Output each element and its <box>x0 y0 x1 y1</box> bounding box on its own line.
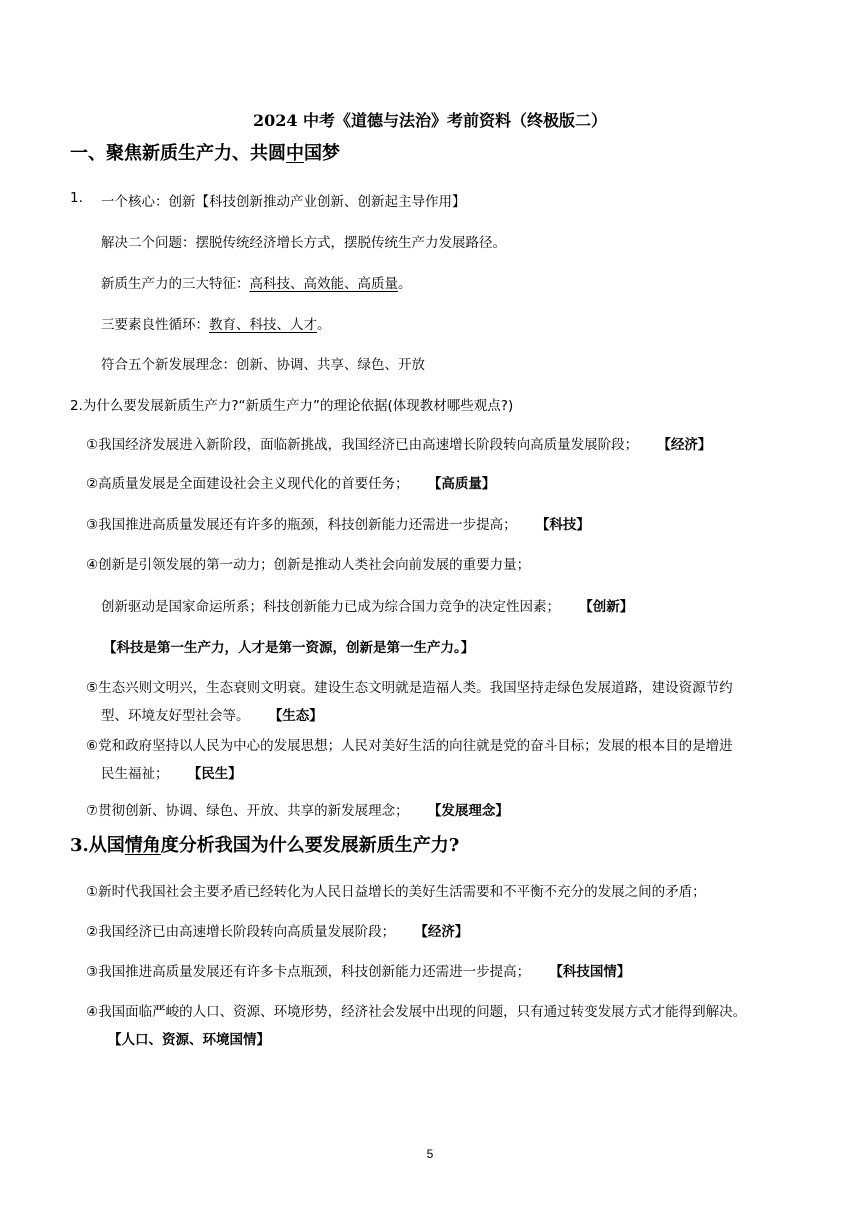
page-number: 5 <box>426 1147 434 1161</box>
section1-heading-text-end: 国梦 <box>304 143 340 164</box>
item3-heading-underlined: 情角 <box>124 835 161 856</box>
point-tag: 【高质量】 <box>434 476 496 492</box>
item2-question: 2.为什么要发展新质生产力?“新质生产力”的理论依据(体现教材哪些观点?) <box>70 398 514 414</box>
point-tag: 【创新】 <box>586 599 634 615</box>
point-tag: 【民生】 <box>194 766 242 782</box>
item2-point4-summary: 【科技是第一生产力，人才是第一资源，创新是第一生产力。】 <box>103 640 475 656</box>
item3-point4-tag: 【人口、资源、环境国情】 <box>108 1032 270 1048</box>
section1-heading-underlined: 中 <box>286 143 304 164</box>
item3-point4: ④我国面临严峻的人口、资源、环境形势，经济社会发展中出现的问题，只有通过转变发展方式才能得到解决。 <box>86 1004 747 1020</box>
item2-point6-cont <box>101 762 242 782</box>
item1-problems: 解决二个问题：摆脱传统经济增长方式，摆脱传统生产力发展路径。 <box>101 235 506 251</box>
item1-core: 一个核心：创新【科技创新推动产业创新、创新起主导作用】 <box>101 194 466 210</box>
item3-point3 <box>86 960 630 980</box>
features-underlined: 高科技、高效能、高质量 <box>249 276 398 292</box>
item2-point4: ④创新是引领发展的第一动力；创新是推动人类社会向前发展的重要力量； <box>86 557 531 573</box>
item1-concepts: 符合五个新发展理念：创新、协调、共享、绿色、开放 <box>101 357 425 373</box>
item2-point1 <box>86 433 711 453</box>
item3-heading-text-end: 度分析我国为什么要发展新质生产力? <box>160 835 460 856</box>
point-text: ③我国推进高质量发展还有许多的瓶颈，科技创新能力还需进一步提高； <box>86 517 517 533</box>
point-tag: 【科技】 <box>542 517 590 533</box>
item2-point2 <box>86 472 495 492</box>
point-tag: 【生态】 <box>275 708 323 724</box>
elements-label: 三要素良性循环： <box>101 317 209 333</box>
item1-elements <box>101 313 331 333</box>
point-tag: 【经济】 <box>664 437 712 453</box>
point-text: ②我国经济已由高速增长阶段转向高质量发展阶段； <box>86 924 396 940</box>
section1-heading-text: 一、聚焦新质生产力、共圆 <box>70 143 286 164</box>
point-tag: 【科技国情】 <box>556 964 631 980</box>
point-text: 民生福祉； <box>101 766 169 782</box>
item2-point7 <box>86 799 509 819</box>
elements-underlined: 教育、科技、人才 <box>209 317 317 333</box>
point-text: 创新驱动是国家命运所系；科技创新能力已成为综合国力竞争的决定性因素； <box>101 599 560 615</box>
item2-point6: ⑥党和政府坚持以人民为中心的发展思想；人民对美好生活的向往就是党的奋斗目标；发展的根本目的是增进 <box>86 738 733 754</box>
point-text: ②高质量发展是全面建设社会主义现代化的首要任务； <box>86 476 409 492</box>
point-text: 型、环境友好型社会等。 <box>101 708 250 724</box>
features-end: 。 <box>398 276 412 292</box>
point-text: ③我国推进高质量发展还有许多卡点瓶颈，科技创新能力还需进一步提高； <box>86 964 531 980</box>
item3-point2 <box>86 920 468 940</box>
item1-number: 1. <box>70 190 83 206</box>
document-title: 2024 中考《道德与法治》考前资料（终极版二） <box>252 111 608 130</box>
features-label: 新质生产力的三大特征： <box>101 276 250 292</box>
elements-end: 。 <box>317 317 331 333</box>
item2-point5-cont <box>101 704 323 724</box>
item3-heading <box>70 831 459 857</box>
item2-point5: ⑤生态兴则文明兴，生态衰则文明衰。建设生态文明就是造福人类。我国坚持走绿色发展道路，建设资源节约 <box>86 680 733 696</box>
point-text: ⑦贯彻创新、协调、绿色、开放、共享的新发展理念； <box>86 803 409 819</box>
item1-features <box>101 272 412 292</box>
item3-heading-text: 3.从国 <box>70 835 125 856</box>
point-text: ①我国经济发展进入新阶段，面临新挑战，我国经济已由高速增长阶段转向高质量发展阶段； <box>86 437 639 453</box>
point-tag: 【经济】 <box>421 924 469 940</box>
section1-heading <box>70 139 340 165</box>
point-tag: 【发展理念】 <box>434 803 509 819</box>
item2-point3 <box>86 513 590 533</box>
item2-point4-cont <box>101 595 633 615</box>
item3-point1: ①新时代我国社会主要矛盾已经转化为人民日益增长的美好生活需要和不平衡不充分的发展之间的矛盾； <box>86 884 706 900</box>
